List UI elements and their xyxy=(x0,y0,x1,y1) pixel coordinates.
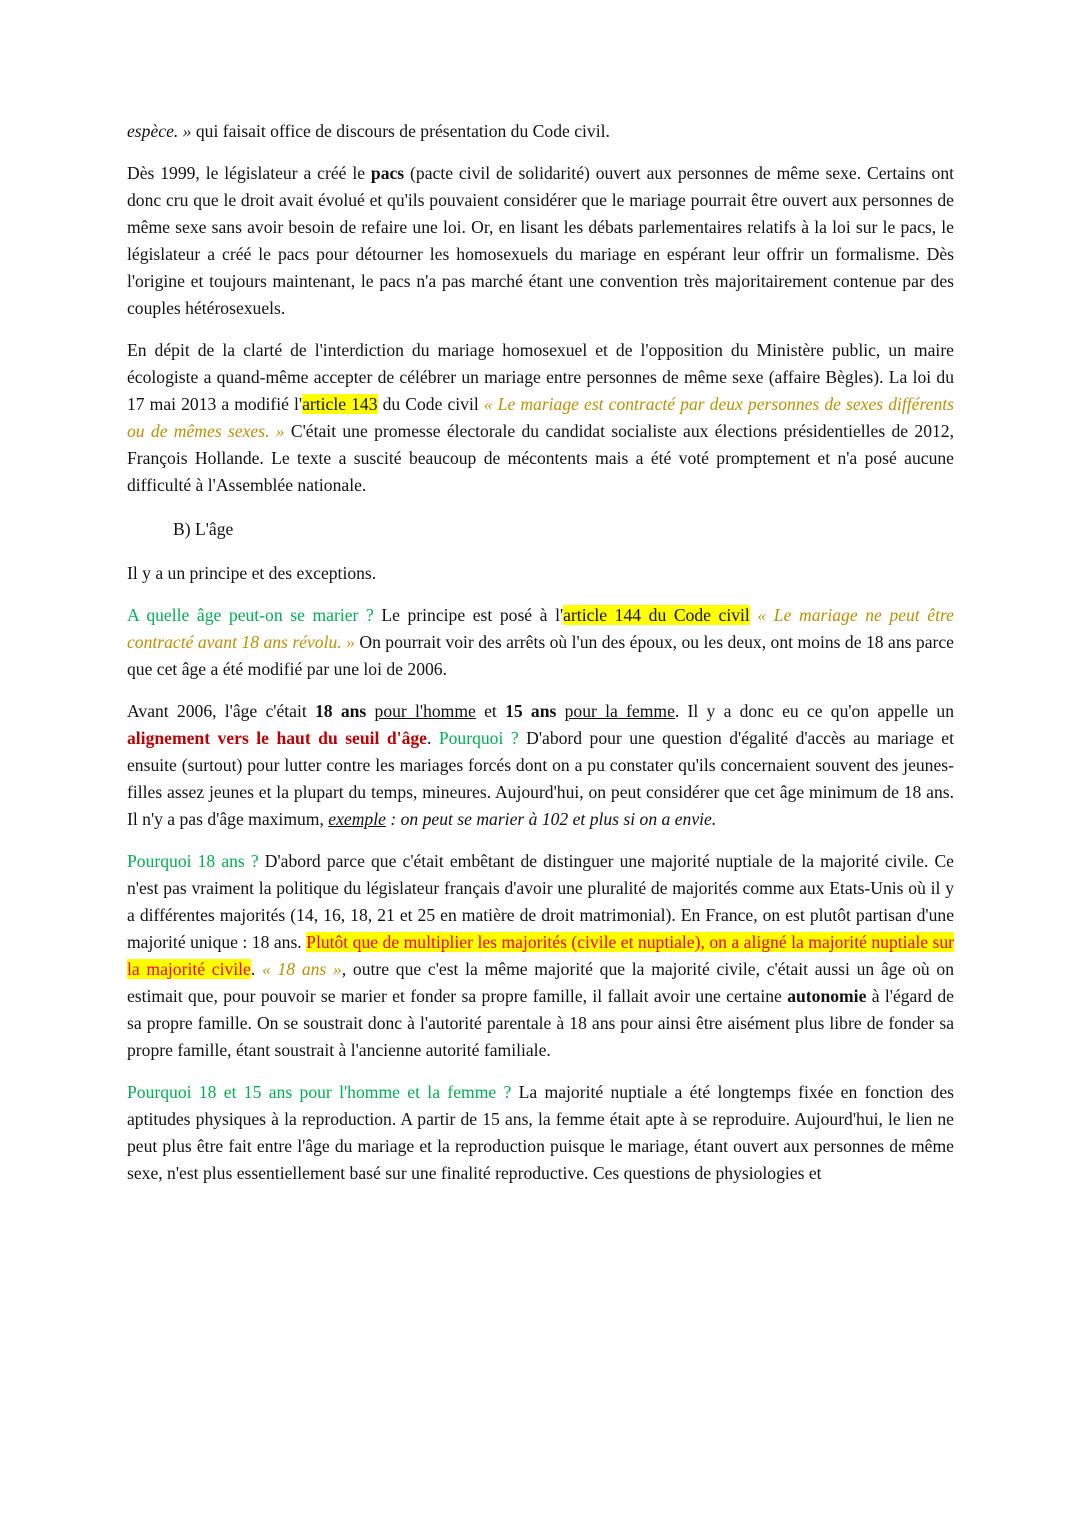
text-run: article 143 xyxy=(302,394,378,414)
text-run: C'était une promesse électorale du candidat socialiste aux élections présidentielles de 2012, François Hollande. Le texte a suscité beaucoup de mécontents mais a été voté promptement et n'a posé aucune difficulté à l'Assemblée nationale. xyxy=(127,421,954,495)
text-run: En dépit de la clarté de l'interdiction du mariage homosexuel et de l'opposition du Ministère public, un maire écologiste a quand-même accepter de célébrer un mariage entre personnes de même sexe (affaire Bègles). La loi du 17 mai 2013 a modifié l' xyxy=(127,340,954,414)
text-run: Pourquoi 18 et 15 ans pour l'homme et la femme ? xyxy=(127,1082,512,1102)
section-heading-age xyxy=(127,516,954,543)
document-body xyxy=(127,118,954,1187)
text-run: pour la femme xyxy=(564,701,675,721)
paragraph-principe xyxy=(127,560,954,587)
text-run: Pourquoi 18 ans ? xyxy=(127,851,259,871)
text-run: autonomie xyxy=(787,986,867,1006)
text-run: D'abord parce que c'était embêtant de distinguer une majorité nuptiale de la majorité civile. Ce n'est pas vraiment la politique du législateur français d'avoir une pluralité de majorités comme aux Etats-Unis où il y a différentes majorités (14, 16, 18, 21 et 25 en matière de droit matrimonial). En France, on est plutôt partisan d'une majorité unique : 18 ans. xyxy=(127,851,954,952)
text-run: : on peut se marier à 102 et plus si on a envie. xyxy=(385,809,717,829)
text-run: espèce. » xyxy=(127,121,192,141)
text-run: . xyxy=(250,959,262,979)
text-run: La majorité nuptiale a été longtemps fixée en fonction des aptitudes physiques à la reproduction. A partir de 15 ans, la femme était apte à se reproduire. Aujourd'hui, le lien ne peut plus être fait entre l'âge du mariage et la reproduction puisque le mariage, étant ouvert aux personnes de même sexe, n'est plus essentiellement basé sur une finalité reproductive. Ces questions de physiologies et xyxy=(127,1082,954,1183)
text-run: pour l'homme xyxy=(374,701,476,721)
paragraph-article-144 xyxy=(127,602,954,683)
text-run: 15 ans xyxy=(505,701,557,721)
text-run: exemple xyxy=(328,809,386,829)
text-run: A quelle âge peut-on se marier ? xyxy=(127,605,374,625)
text-run: On pourrait voir des arrêts où l'un des époux, ou les deux, ont moins de 18 ans parce que cet âge a été modifié par une loi de 2006. xyxy=(127,632,954,679)
text-run: Plutôt que de multiplier les majorités (civile et nuptiale), on a aligné la majorité nuptiale sur la majorité civile xyxy=(127,932,954,979)
text-run: Pourquoi ? xyxy=(438,728,519,748)
paragraph-avant-2006 xyxy=(127,698,954,833)
text-run: Le principe est posé à l' xyxy=(373,605,564,625)
paragraph-loi-2013 xyxy=(127,337,954,499)
text-run: à l'égard de sa propre famille. On se soustrait donc à l'autorité parentale à 18 ans pour ainsi être aisément plus libre de fonder sa propre famille, étant soustrait à l'ancienne autorité familiale. xyxy=(127,986,954,1060)
text-run: pacs xyxy=(370,163,405,183)
text-run: Dès 1999, le législateur a créé le xyxy=(127,163,371,183)
text-run: Il y a un principe et des exceptions. xyxy=(127,563,377,583)
text-run xyxy=(556,701,564,721)
text-run: qui faisait office de discours de présentation du Code civil. xyxy=(191,121,610,141)
text-run: alignement vers le haut du seuil d'âge xyxy=(127,728,427,748)
paragraph-pourquoi-18-15 xyxy=(127,1079,954,1187)
paragraph-pourquoi-18-ans xyxy=(127,848,954,1064)
paragraph-intro xyxy=(127,118,954,145)
text-run: article 144 du Code civil xyxy=(563,605,750,625)
text-run: . xyxy=(426,728,439,748)
text-run: D'abord pour une question d'égalité d'accès au mariage et ensuite (surtout) pour lutter contre les mariages forcés dont on a pu constater qu'ils concernaient souvent des jeunes-filles assez jeunes et la plupart du temps, mineures. Aujourd'hui, on peut considérer que cet âge minimum de 18 ans. Il n'y a pas d'âge maximum, xyxy=(127,728,954,829)
text-run: (pacte civil de solidarité) ouvert aux personnes de même sexe. Certains ont donc cru que le droit avait évolué et qu'ils pouvaient considérer que le mariage pourrait être ouvert aux personnes de même sexe sans avoir besoin de refaire une loi. Or, en lisant les débats parlementaires relatifs à la loi sur le pacs, le législateur a créé le pacs pour détourner les homosexuels du mariage en espérant leur offrir un formalisme. Dès l'origine et toujours maintenant, le pacs n'a pas marché étant une convention très majoritairement contenue par des couples hétérosexuels. xyxy=(127,163,954,318)
text-run xyxy=(366,701,374,721)
text-run: . Il y a donc eu ce qu'on appelle un xyxy=(674,701,955,721)
paragraph-pacs xyxy=(127,160,954,322)
text-run: Avant 2006, l'âge c'était xyxy=(127,701,315,721)
text-run: et xyxy=(475,701,506,721)
text-run: « 18 ans » xyxy=(261,959,342,979)
text-run: B) L'âge xyxy=(173,519,234,539)
text-run: du Code civil xyxy=(377,394,484,414)
text-run: , outre que c'est la même majorité que la majorité civile, c'était aussi un âge où on estimait que, pour pouvoir se marier et fonder sa propre famille, il fallait avoir une certaine xyxy=(127,959,955,1006)
text-run: « Le mariage ne peut être contracté avant 18 ans révolu. » xyxy=(127,605,954,652)
text-run: 18 ans xyxy=(315,701,367,721)
text-run: « Le mariage est contracté par deux personnes de sexes différents ou de mêmes sexes. » xyxy=(127,394,955,441)
